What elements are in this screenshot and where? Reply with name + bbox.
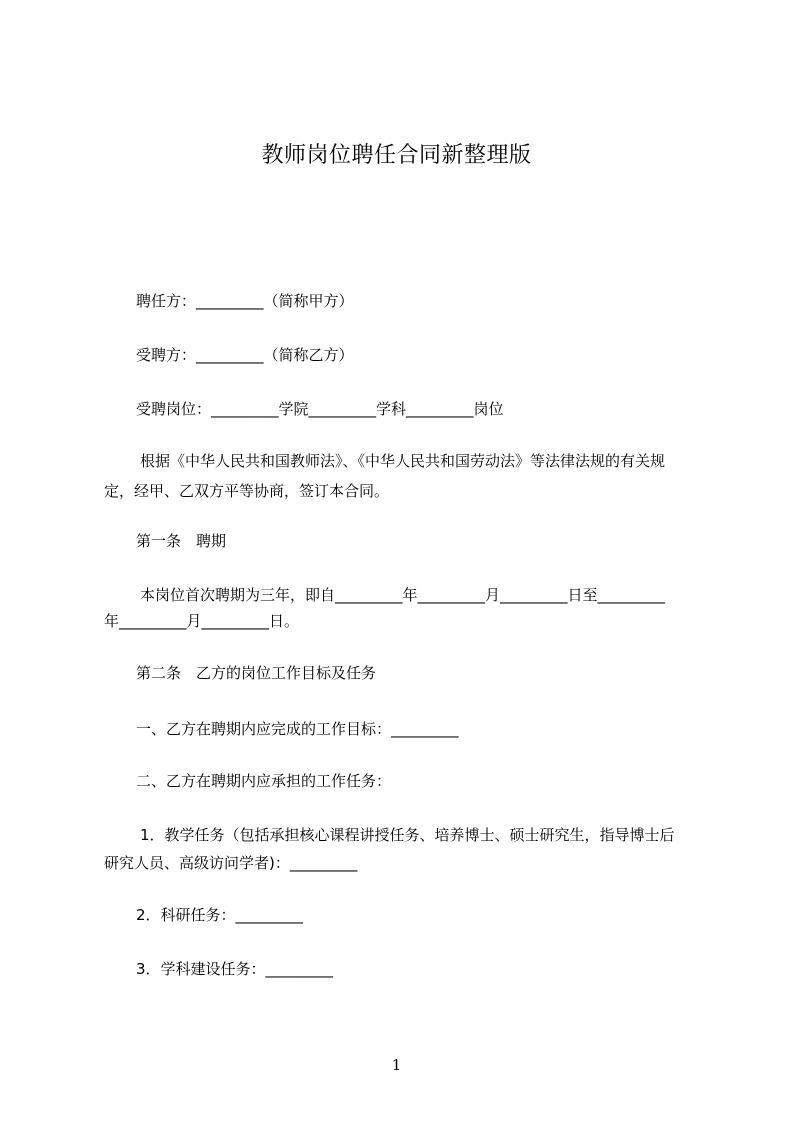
page-number: 1	[391, 1056, 402, 1074]
teaching-task-line1: 1．教学任务（包括承担核心课程讲授任务、培养博士、硕士研究生，指导博士后	[140, 826, 675, 844]
research-task-item: 2．科研任务：_________	[136, 906, 304, 924]
teaching-task-line2: 研究人员、高级访问学者)：_________	[104, 854, 358, 872]
employer-line: 聘任方：_________（简称甲方）	[136, 292, 354, 310]
basis-paragraph-line2: 定，经甲、乙双方平等协商，签订本合同。	[104, 482, 390, 500]
document-title: 教师岗位聘任合同新整理版	[261, 143, 532, 168]
employee-line: 受聘方：_________（简称乙方）	[136, 346, 354, 364]
work-goal-item: 一、乙方在聘期内应完成的工作目标：_________	[136, 720, 459, 738]
term-paragraph-line1: 本岗位首次聘期为三年，即自_________年_________月_________日至_________	[140, 586, 666, 604]
article2-heading: 第二条 乙方的岗位工作目标及任务	[136, 664, 377, 682]
basis-paragraph-line1: 根据《中华人民共和国教师法》、《中华人民共和国劳动法》等法律法规的有关规	[140, 452, 666, 470]
discipline-task-item: 3．学科建设任务：_________	[136, 960, 334, 978]
position-line: 受聘岗位：_________学院_________学科_________岗位	[136, 400, 504, 418]
work-task-item: 二、乙方在聘期内应承担的工作任务：	[136, 772, 392, 790]
article1-heading: 第一条 聘期	[136, 532, 227, 550]
term-paragraph-line2: 年_________月_________日。	[104, 612, 300, 630]
